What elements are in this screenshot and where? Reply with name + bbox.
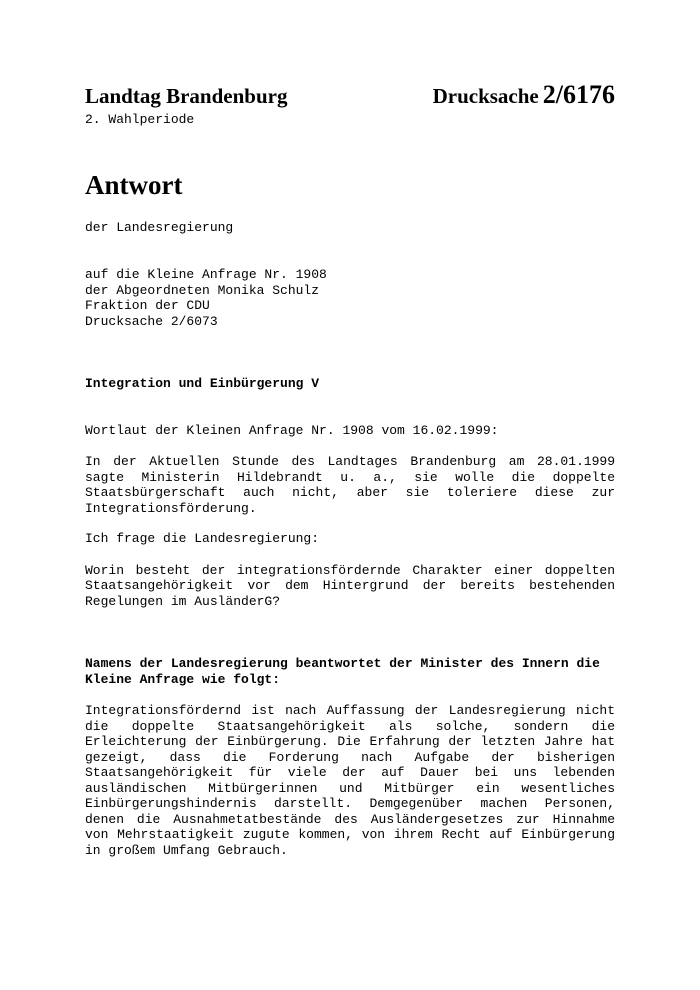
document-header bbox=[85, 80, 615, 112]
question-paragraph: Ich frage die Landesregierung: bbox=[85, 531, 320, 546]
legislative-period: 2. Wahlperiode bbox=[85, 112, 195, 127]
parliament-name: Landtag Brandenburg bbox=[85, 84, 288, 108]
document-number: 2/6176 bbox=[542, 80, 615, 109]
inquiry-line: der Abgeordneten Monika Schulz bbox=[85, 282, 320, 298]
answer-heading: Namens der Landesregierung beantwortet der Minister des Innern die Kleine Anfrage wie folgt: bbox=[85, 656, 600, 687]
topic-heading: Integration und Einbürgerung V bbox=[85, 376, 320, 391]
inquiry-line: auf die Kleine Anfrage Nr. 1908 bbox=[85, 267, 327, 282]
answer-paragraph: Integrationsfördernd ist nach Auffassung der Landesregierung nicht die doppelte Staatsangehörigkeit als solche, sondern die Erleichterung der Einbürgerung. Die Erfahrung der letzten Jahre hat gezeigt, dass die Forderung nach Aufgabe der bisherigen Staatsangehörigkeit für viele der auf Dauer bei uns lebenden ausländischen Mitbürgerinnen und Mitbürger ein wesentliches Einbürgerungshindernis darstellt. Demgegenüber machen Personen, denen die Ausnahmetatbestände des Ausländergesetzes zur Hinnahme von Mehrstaatigkeit zugute kommen, von ihrem Recht auf Einbürgerung in großem Umfang Gebrauch. bbox=[85, 703, 615, 858]
question-paragraph: In der Aktuellen Stunde des Landtages Brandenburg am 28.01.1999 sagte Ministerin Hildebrandt u. a., sie wolle die doppelte Staatsbürgerschaft auch nicht, aber sie toleriere diese zur Integrationsförderung. bbox=[85, 454, 615, 516]
document-reference bbox=[433, 80, 615, 110]
question-paragraph: Worin besteht der integrationsfördernde Charakter einer doppelten Staatsangehörigkeit vor dem Hintergrund der bereits bestehenden Regelungen im AusländerG? bbox=[85, 562, 615, 609]
inquiry-line: Drucksache 2/6073 bbox=[85, 313, 218, 329]
question-heading: Wortlaut der Kleinen Anfrage Nr. 1908 vom 16.02.1999: bbox=[85, 422, 499, 438]
document-subtitle: der Landesregierung bbox=[85, 219, 234, 235]
document-title: Antwort bbox=[85, 169, 183, 200]
document-label: Drucksache bbox=[432, 84, 539, 108]
inquiry-reference bbox=[85, 267, 615, 329]
inquiry-line: Fraktion der CDU bbox=[85, 298, 210, 313]
document-page bbox=[85, 80, 615, 858]
